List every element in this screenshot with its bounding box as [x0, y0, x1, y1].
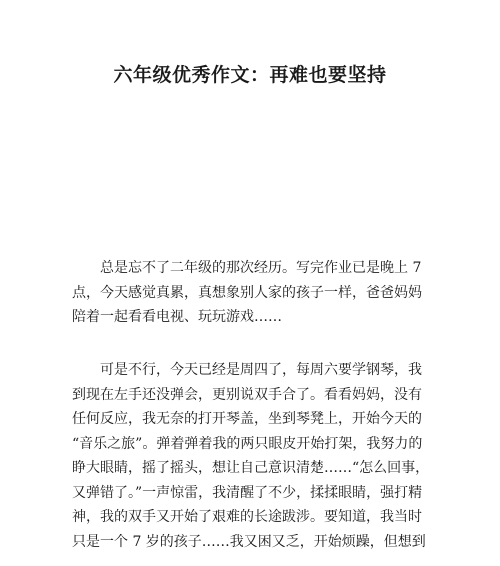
paragraph-line: 只是一个 7 岁的孩子……我又困又乏，开始烦躁，但想到 — [72, 533, 426, 550]
paragraph-line: 又弹错了。”一声惊雷，我清醒了不少，揉揉眼睛，强打精 — [72, 484, 423, 501]
paragraph-line: 陪着一起看看电视、玩玩游戏…… — [72, 309, 282, 325]
paragraph-line: 睁大眼睛，摇了摇头，想让自己意识清楚……“怎么回事， — [72, 460, 430, 476]
paragraph-line: 到现在左手还没弹会，更别说双手合了。看看妈妈，没有 — [72, 386, 422, 403]
paragraph-line: “音乐之旅”。弹着弹着我的两只眼皮开始打架，我努力的 — [72, 435, 423, 452]
paragraph-1 — [72, 256, 422, 330]
paragraph-line: 任何反应，我无奈的打开琴盖，坐到琴凳上，开始今天的 — [72, 411, 422, 427]
paragraph-line: 可是不行，今天已经是周四了，每周六要学钢琴，我 — [72, 362, 422, 378]
paragraph-line: 神，我的双手又开始了艰难的长途跋涉。要知道，我当时 — [72, 509, 422, 525]
document-title: 六年级优秀作文：再难也要坚持 — [113, 64, 387, 86]
paragraph-line: 点，今天感觉真累，真想象别人家的孩子一样，爸爸妈妈 — [72, 284, 422, 301]
paragraph-2 — [72, 358, 430, 554]
paragraph-line: 总是忘不了二年级的那次经历。写完作业已是晚上 7 — [72, 260, 422, 276]
